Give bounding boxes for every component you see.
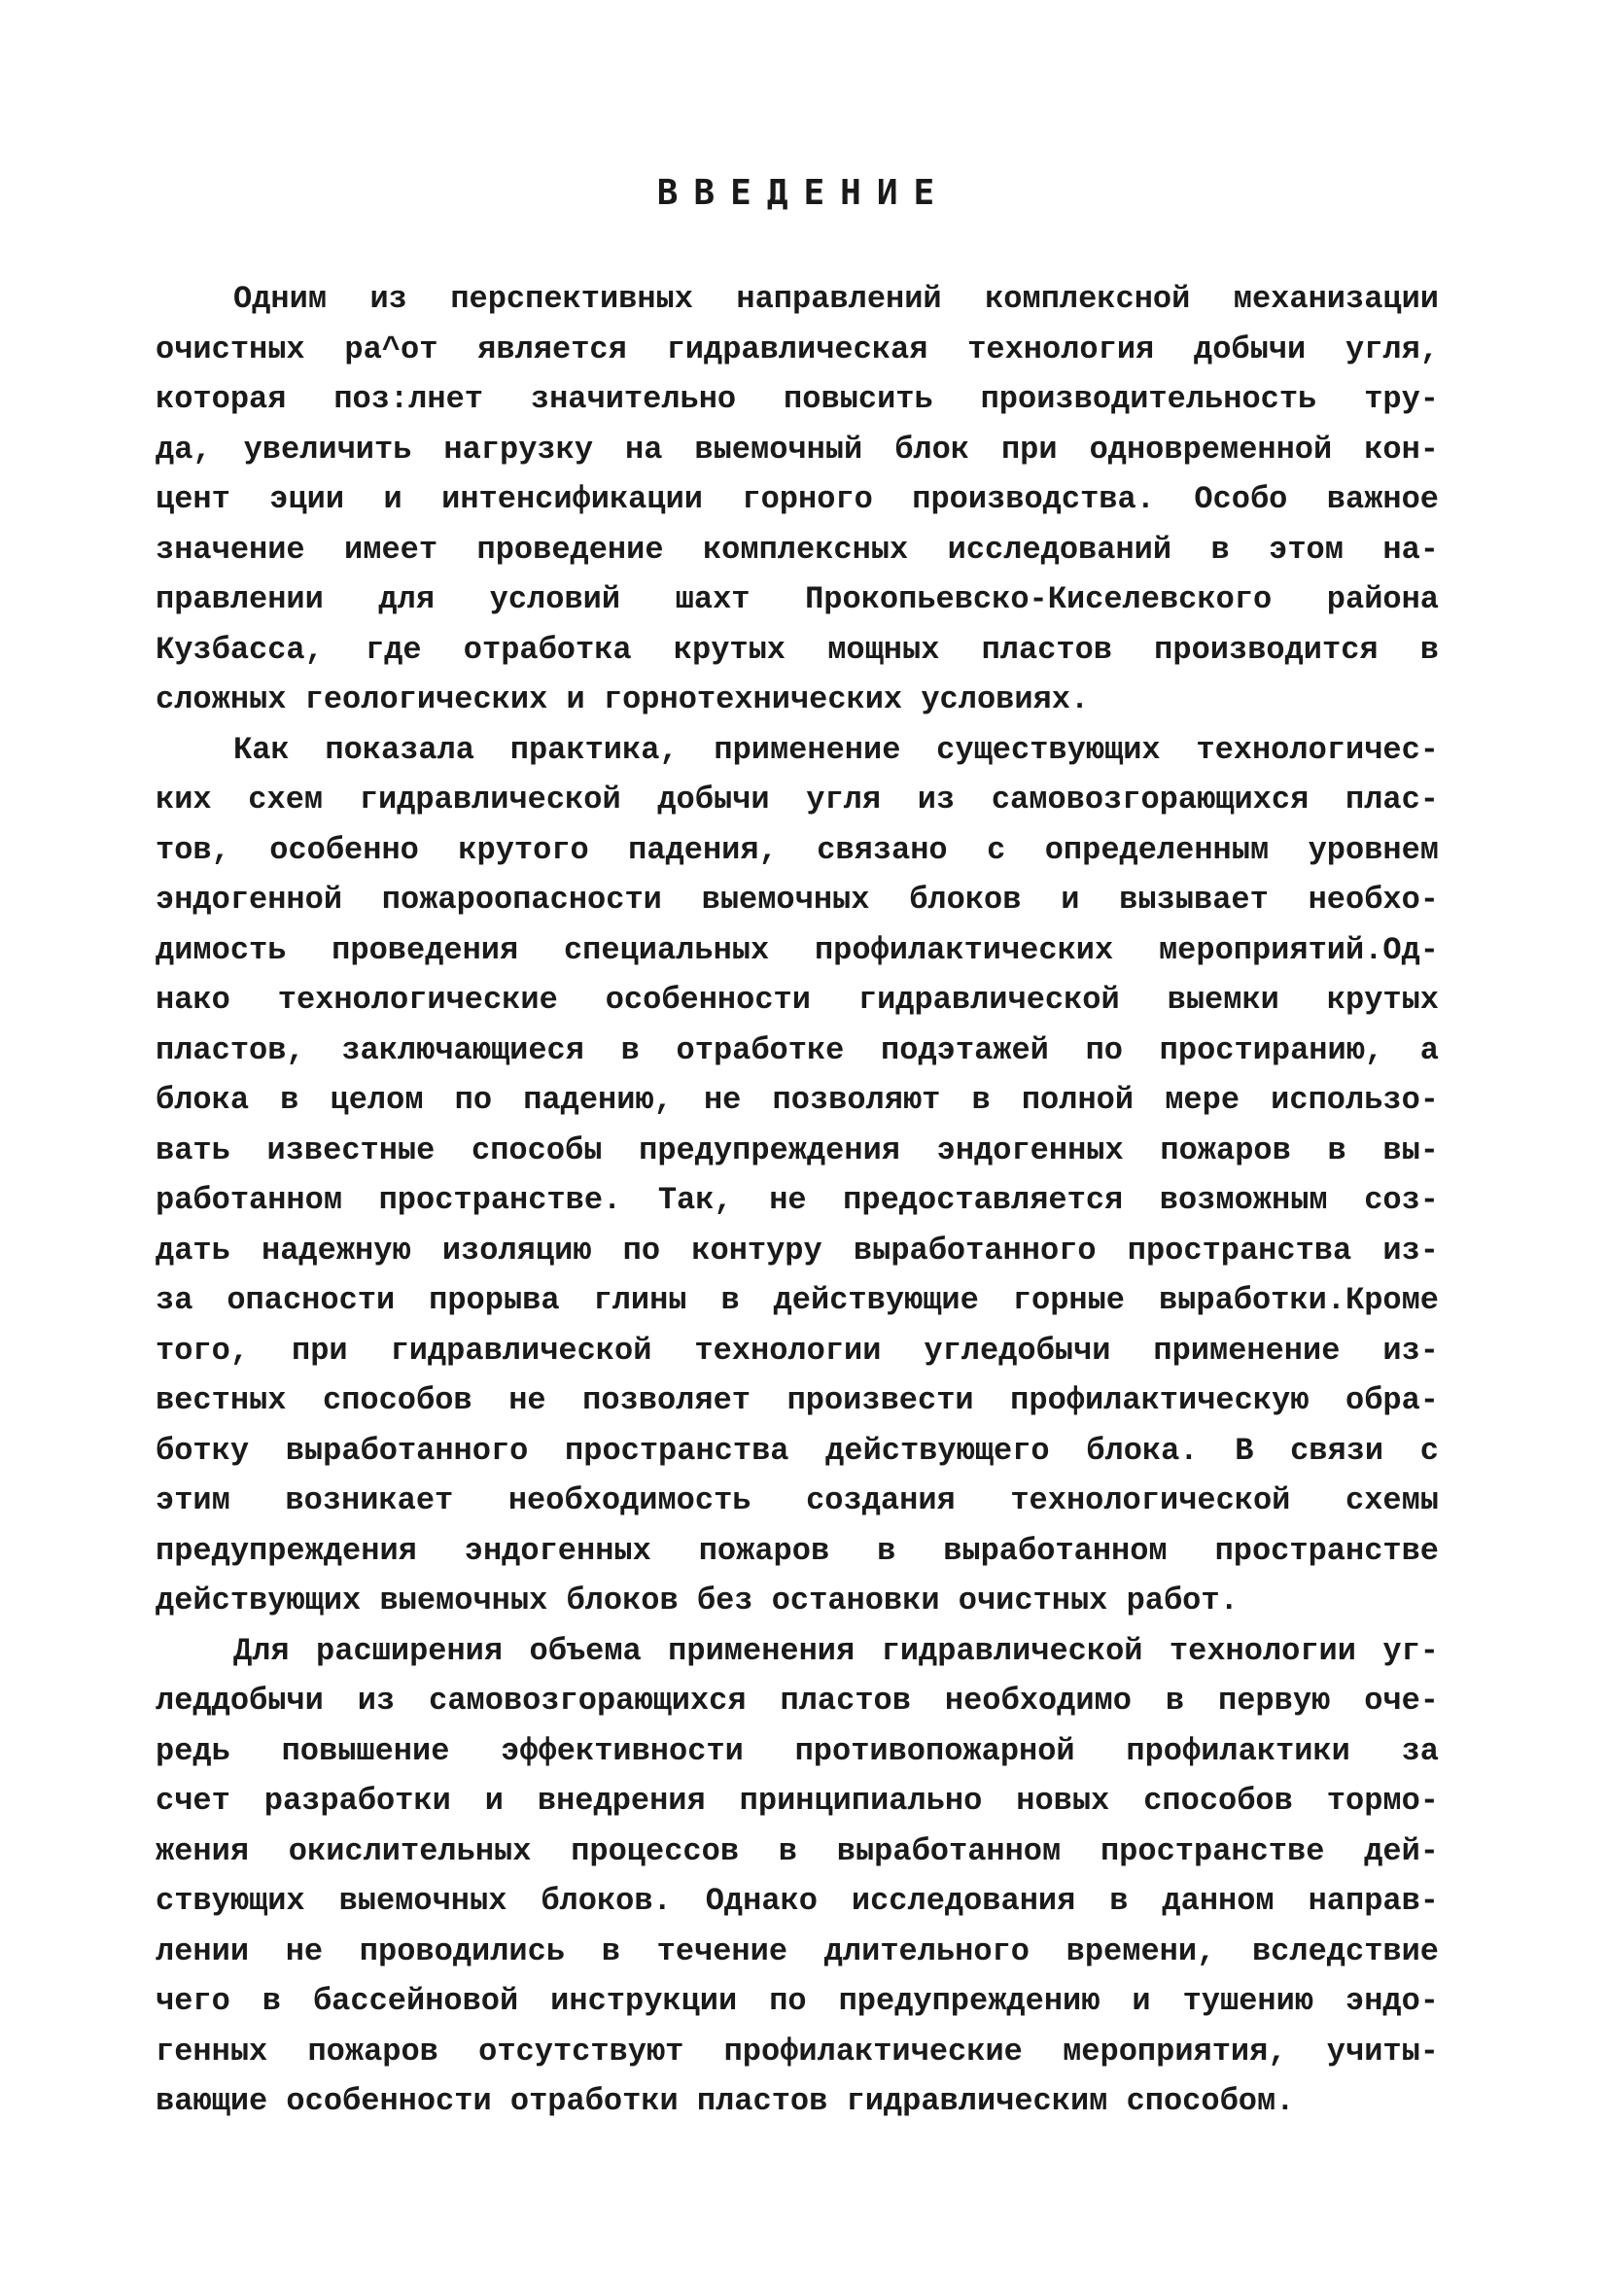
text-line: Кузбасса, где отработка крутых мощных пластов производится в	[156, 631, 1439, 668]
text-line: значение имеет проведение комплексных исследований в этом на-	[156, 531, 1439, 568]
text-line: этим возникает необходимость создания технологической схемы	[156, 1482, 1439, 1518]
text-line: вать известные способы предупреждения эндогенных пожаров в вы-	[156, 1131, 1439, 1168]
text-line: дать надежную изоляцию по контуру выработанного пространства из-	[156, 1232, 1439, 1269]
text-line: генных пожаров отсутствуют профилактические мероприятия, учиты-	[156, 2033, 1439, 2070]
text-line: редь повышение эффективности противопожарной профилактики за	[156, 1732, 1439, 1769]
text-line: работанном пространстве. Так, не предоставляется возможным соз-	[156, 1182, 1439, 1218]
text-line: за опасности прорыва глины в действующие горные выработки.Кроме	[156, 1282, 1439, 1318]
text-line: Для расширения объема применения гидравлической технологии уг-	[233, 1632, 1439, 1669]
text-line: очистных ра^от является гидравлическая технология добычи угля,	[156, 330, 1439, 367]
text-line: ких схем гидравлической добычи угля из самовозгорающихся плас-	[156, 782, 1439, 818]
text-line: Одним из перспективных направлений комплексной механизации	[233, 281, 1439, 317]
text-line: Как показала практика, применение существующих технологичес-	[233, 731, 1439, 768]
text-line: жения окислительных процессов в выработанном пространстве дей-	[156, 1832, 1439, 1869]
text-line: правлении для условий шахт Прокопьевско-Киселевского района	[156, 581, 1439, 617]
text-line: лении не проводились в течение длительного времени, вследствие	[156, 1932, 1439, 1969]
text-line: цент эции и интенсификации горного производства. Особо важное	[156, 481, 1439, 517]
text-line: димость проведения специальных профилактических мероприятий.Од-	[156, 931, 1439, 968]
text-line: леддобычи из самовозгорающихся пластов необходимо в первую оче-	[156, 1683, 1439, 1719]
text-line: тов, особенно крутого падения, связано с определенным уровнем	[156, 831, 1439, 868]
text-line: эндогенной пожароопасности выемочных блоков и вызывает необхо-	[156, 882, 1439, 918]
text-line: того, при гидравлической технологии угледобычи применение из-	[156, 1332, 1439, 1369]
text-line: действующих выемочных блоков без остановки очистных работ.	[156, 1583, 1239, 1618]
text-line: ствующих выемочных блоков. Однако исследования в данном направ-	[156, 1883, 1439, 1919]
page-heading: ВВЕДЕНИЕ	[656, 173, 951, 213]
text-line: блока в целом по падению, не позволяют в полной мере использо-	[156, 1082, 1439, 1118]
text-line: ботку выработанного пространства действующего блока. В связи с	[156, 1432, 1439, 1469]
text-line: вающие особенности отработки пластов гидравлическим способом.	[156, 2083, 1295, 2119]
text-line: которая поз:лнет значительно повысить производительность тру-	[156, 381, 1439, 417]
text-line: пластов, заключающиеся в отработке подэтажей по простиранию, а	[156, 1031, 1439, 1068]
text-line: да, увеличить нагрузку на выемочный блок при одновременной кон-	[156, 431, 1439, 468]
text-line: вестных способов не позволяет произвести профилактическую обра-	[156, 1382, 1439, 1418]
text-line: счет разработки и внедрения принципиально новых способов тормо-	[156, 1783, 1439, 1819]
text-line: чего в бассейновой инструкции по предупреждению и тушению эндо-	[156, 1983, 1439, 2019]
text-line: нако технологические особенности гидравлической выемки крутых	[156, 982, 1439, 1018]
text-line: предупреждения эндогенных пожаров в выработанном пространстве	[156, 1532, 1439, 1569]
body-text	[156, 274, 1439, 2127]
text-line: сложных геологических и горнотехнических условиях.	[156, 681, 1090, 717]
